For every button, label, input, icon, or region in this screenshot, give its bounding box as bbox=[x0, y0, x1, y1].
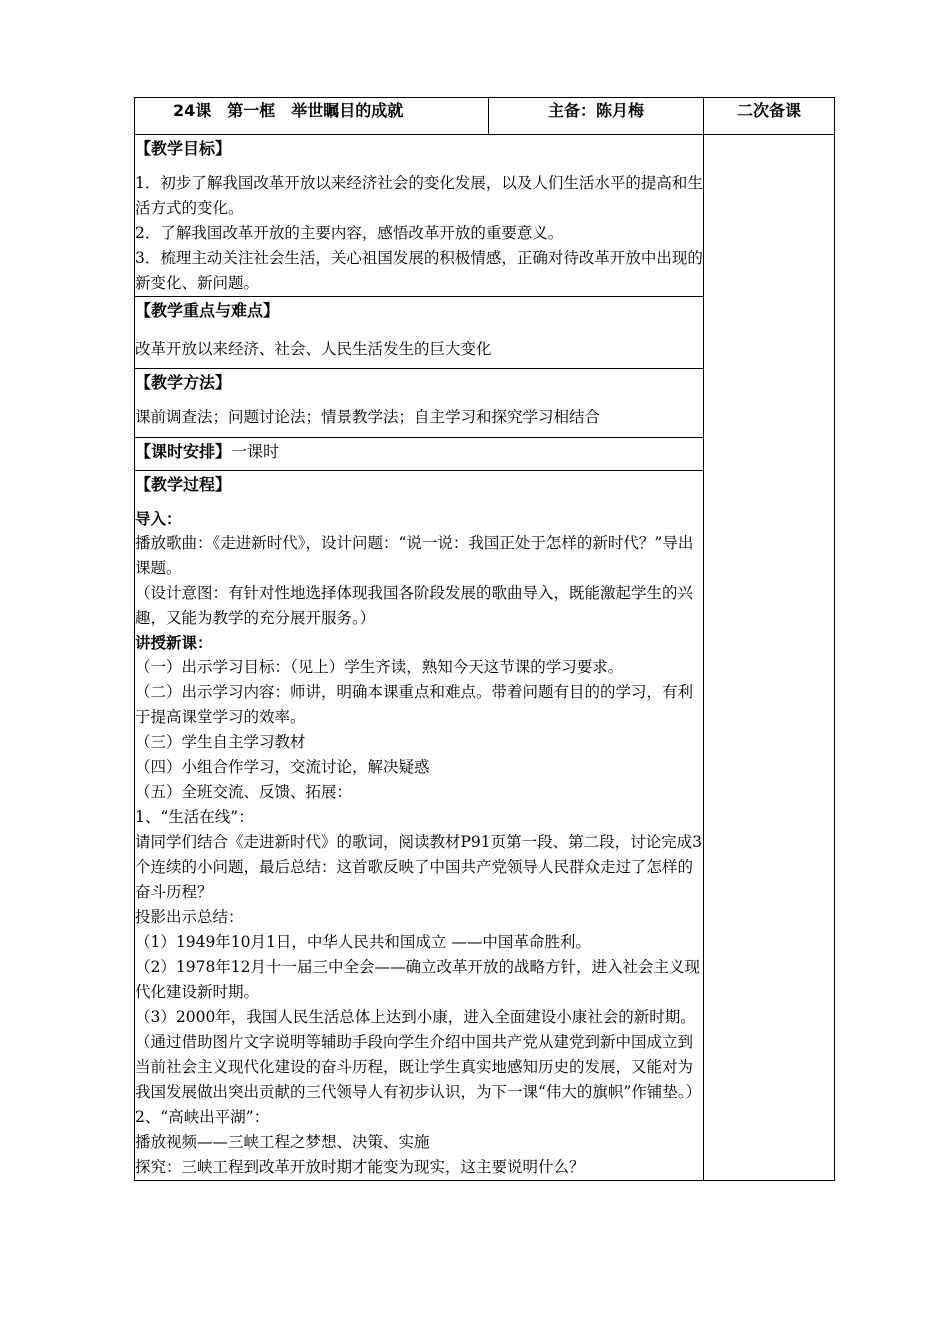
key-points-title: 【教学重点与难点】 bbox=[135, 301, 280, 320]
process-title: 【教学过程】 bbox=[135, 475, 232, 494]
goals-title: 【教学目标】 bbox=[135, 139, 232, 158]
goal-item-3: 3．梳理主动关注社会生活，关心祖国发展的积极情感，正确对待改革开放中出现的新变化、新问题。 bbox=[135, 249, 703, 292]
new-line-5: （五）全班交流、反馈、拓展： bbox=[135, 783, 353, 801]
new-line-2: （二）出示学习内容：师讲，明确本课重点和难点。带着问题有目的的学习，有利于提高课堂学习的效率。 bbox=[135, 683, 694, 726]
new-line-13: 2、“高峡出平湖”： bbox=[135, 1108, 270, 1126]
second-prep-heading: 二次备课 bbox=[704, 98, 835, 135]
key-points-text: 改革开放以来经济、社会、人民生活发生的巨大变化 bbox=[135, 340, 492, 358]
schedule-section bbox=[135, 438, 704, 471]
schedule-title: 【课时安排】 bbox=[135, 442, 232, 461]
methods-text: 课前调查法；问题讨论法；情景教学法；自主学习和探究学习相结合 bbox=[135, 408, 601, 426]
new-line-9: （1）1949年10月1日，中华人民共和国成立 ——中国革命胜利。 bbox=[135, 933, 591, 951]
goal-item-1: 1．初步了解我国改革开放以来经济社会的变化发展，以及人们生活水平的提高和生活方式的变化。 bbox=[135, 174, 703, 217]
new-line-4: （四）小组合作学习，交流讨论，解决疑惑 bbox=[135, 758, 430, 776]
process-section bbox=[135, 471, 704, 1181]
methods-title: 【教学方法】 bbox=[135, 373, 232, 392]
new-line-1: （一）出示学习目标：（见上）学生齐读，熟知今天这节课的学习要求。 bbox=[135, 658, 624, 676]
new-line-11: （3）2000年，我国人民生活总体上达到小康，进入全面建设小康社会的新时期。 bbox=[135, 1008, 696, 1026]
second-prep-column bbox=[704, 135, 835, 1181]
lesson-plan-table bbox=[134, 97, 835, 1181]
new-line-8: 投影出示总结： bbox=[135, 908, 244, 926]
new-line-6: 1、“生活在线”： bbox=[135, 808, 254, 826]
goal-item-2: 2．了解我国改革开放的主要内容，感悟改革开放的重要意义。 bbox=[135, 224, 564, 242]
new-line-10: （2）1978年12月十一届三中全会——确立改革开放的战略方针，进入社会主义现代化建设新时期。 bbox=[135, 958, 701, 1001]
schedule-value: 一课时 bbox=[231, 442, 280, 461]
new-line-14: 播放视频——三峡工程之梦想、决策、实施 bbox=[135, 1133, 430, 1151]
header-row bbox=[135, 98, 835, 135]
intro-heading: 导入： bbox=[135, 510, 182, 528]
new-line-3: （三）学生自主学习教材 bbox=[135, 733, 306, 751]
new-line-12: （通过借助图片文字说明等辅助手段向学生介绍中国共产党从建党到新中国成立到当前社会主义现代化建设的奋斗历程，既让学生真实地感知历史的发展，又能对为我国发展做出突出贡献的三代领导人有初步认识，为下一课“伟大的旗帜”作铺垫。） bbox=[135, 1033, 702, 1101]
lesson-author: 主备：陈月梅 bbox=[489, 98, 704, 135]
lesson-title: 24课 第一框 举世瞩目的成就 bbox=[135, 98, 489, 135]
intro-line-1: 播放歌曲：《走进新时代》，设计问题：“说一说：我国正处于怎样的新时代？”导出课题。 bbox=[135, 534, 694, 577]
goals-section bbox=[135, 135, 704, 297]
key-points-section bbox=[135, 297, 704, 369]
new-line-7: 请同学们结合《走进新时代》的歌词，阅读教材P91页第一段、第二段，讨论完成3个连续的小问题，最后总结：这首歌反映了中国共产党领导人民群众走过了怎样的奋斗历程？ bbox=[135, 833, 703, 901]
intro-line-2: （设计意图：有针对性地选择体现我国各阶段发展的歌曲导入，既能激起学生的兴趣，又能为教学的充分展开服务。） bbox=[135, 584, 694, 627]
methods-section bbox=[135, 369, 704, 438]
new-lesson-heading: 讲授新课： bbox=[135, 634, 213, 652]
new-line-15: 探究：三峡工程到改革开放时期才能变为现实，这主要说明什么？ bbox=[135, 1158, 585, 1176]
